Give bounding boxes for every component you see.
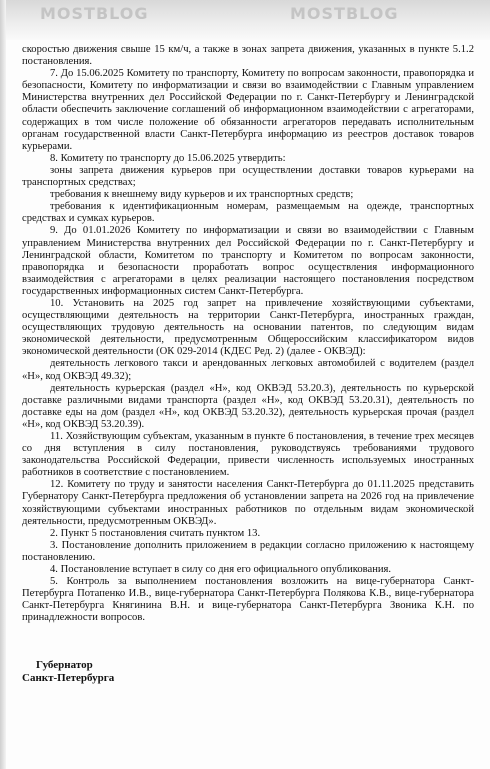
paragraph-p-cont: скоростью движения свыше 15 км/ч, а также в зонах запрета движения, указанных в пункте 5.1.2 постановления. — [22, 44, 474, 68]
paragraph-s3: 3. Постановление дополнить приложением в редакции согласно приложению к настоящему постановлению. — [22, 539, 474, 563]
paragraph-p10: 10. Установить на 2025 год запрет на привлечение хозяйствующими субъектами, осуществляющими деятельность на территории Санкт-Петербурга, иностранных граждан, осуществляющих трудовую деятельность на основании патентов, по следующим видам экономической деятельности, предусмотренным Общероссийским классификатором видов экономической деятельности (ОК 029-2014 (КДЕС Ред. 2) (далее - ОКВЭД): — [22, 297, 474, 358]
paragraph-s2: 2. Пункт 5 постановления считать пунктом 13. — [50, 527, 261, 539]
paragraph-p9: 9. До 01.01.2026 Комитету по информатизации и связи во взаимодействии с Главным управлением Министерства внутренних дел Российской Федерации по г. Санкт-Петербургу и Ленинградской области, Комитетом по транспорту и Комитетом по вопросам законности, правопорядка и безопасности проработать вопрос осуществления информационного взаимодействия с агрегаторами в целях реализации настоящего постановления посредством государственных информационных систем Санкт-Петербурга. — [22, 225, 474, 297]
watermark-text: MOSTBLOG — [290, 4, 399, 23]
paragraph-p8: 8. Комитету по транспорту до 15.06.2025 утвердить: — [50, 152, 286, 164]
page-left-edge — [0, 0, 6, 769]
paragraph-p10b: деятельность курьерская (раздел «Н», код ОКВЭД 53.20.3), деятельность по курьерской доставке различными видами транспорта (раздел «Н», код ОКВЭД 53.20.31), деятельность по доставке еды на дом (раздел «Н», код ОКВЭД 53.20.32), деятельность курьерская прочая (раздел «Н», код ОКВЭД 53.20.39). — [22, 382, 474, 430]
signature-title: Губернатор — [36, 658, 93, 671]
paragraph-p12: 12. Комитету по труду и занятости населения Санкт-Петербурга до 01.11.2025 представить Губернатору Санкт-Петербурга предложения об установлении запрета на 2026 год на привлечение хозяйствующими субъектами иностранных работников по отдельным видам экономической деятельности, предусмотренным ОКВЭД». — [22, 479, 474, 527]
watermark-text: MOSTBLOG — [40, 4, 149, 23]
paragraph-s5: 5. Контроль за выполнением постановления возложить на вице-губернатора Санкт-Петербурга Потапенко И.В., вице-губернатора Санкт-Петербурга Полякова К.В., вице-губернатора Санкт-Петербурга Княгинина В.Н. и вице-губернатора Санкт-Петербурга Звоника К.Н. по принадлежности вопросов. — [22, 576, 474, 624]
paragraph-p11: 11. Хозяйствующим субъектам, указанным в пункте 6 постановления, в течение трех месяцев со дня вступления в силу постановления, руководствуясь требованиями трудового законодательства Российской Федерации, привести численность используемых иностранных работников в соответствие с постановлением. — [22, 431, 474, 479]
top-header-strip — [0, 0, 490, 40]
paragraph-s4: 4. Постановление вступает в силу со дня его официального опубликования. — [50, 564, 392, 576]
paragraph-p8c: требования к идентификационным номерам, размещаемым на одежде, транспортных средствах и сумках курьеров. — [22, 201, 474, 225]
paragraph-p8a: зоны запрета движения курьеров при осуществлении доставки товаров курьерами на транспортных средствах; — [22, 164, 474, 189]
signature-city: Санкт-Петербурга — [22, 671, 115, 684]
document-body — [22, 44, 474, 625]
paragraph-p10a: деятельность легкового такси и арендованных легковых автомобилей с водителем (раздел «Н», код ОКВЭД 49.32); — [22, 358, 474, 382]
signature-block — [22, 659, 474, 685]
paragraph-p8b: требования к внешнему виду курьеров и их транспортных средств; — [50, 189, 354, 201]
paragraph-p7: 7. До 15.06.2025 Комитету по транспорту, Комитету по вопросам законности, правопорядка и безопасности, Комитету по информатизации и связи во взаимодействии с Главным управлением Министерства внутренних дел Российской Федерации по г. Санкт-Петербургу и Ленинградской области обеспечить заключение соглашений об информационном взаимодействии с агрегаторами, содержащих в том числе положение об обязанности агрегаторов передавать исполнительным органам государственной власти Санкт-Петербурга информацию из реестров доставок товаров курьерами. — [22, 68, 474, 152]
